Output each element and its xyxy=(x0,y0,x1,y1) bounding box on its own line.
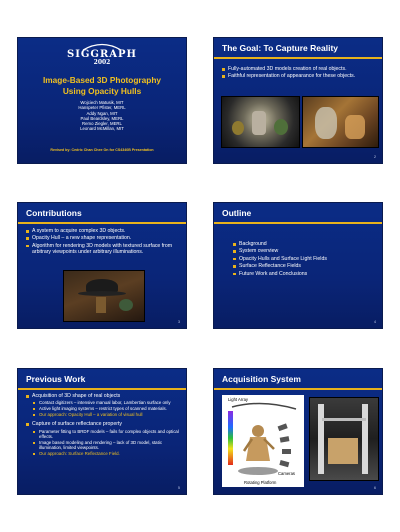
author: Remo Ziegler, MERL xyxy=(82,121,122,127)
revised-by-note: Revised by: Cedric Chan Chee On for CS4340B Presentation xyxy=(50,148,154,152)
bullet-item: Opacity Hulls and Surface Light Fields xyxy=(232,256,376,262)
author: Addy Ngan, MIT xyxy=(86,110,118,116)
figurine-scene-photo xyxy=(302,96,379,148)
slide-acquisition-system xyxy=(213,368,383,495)
rig-photo xyxy=(309,397,379,481)
deck-title-line1: Image-Based 3D Photography xyxy=(42,75,162,85)
hat-and-bird-photo xyxy=(63,270,145,322)
title-underline xyxy=(214,388,382,390)
bullet-item: Faithful representation of appearance for these objects. xyxy=(221,73,376,79)
bullet-list xyxy=(221,66,376,81)
slide-title xyxy=(17,37,187,164)
page-number: 3 xyxy=(178,320,180,324)
title-underline xyxy=(18,388,186,390)
bullet-list xyxy=(25,393,180,457)
cameras-label: Cameras xyxy=(278,471,295,476)
bullet-item: System overview xyxy=(232,248,376,254)
slide-previous-work xyxy=(17,368,187,495)
sub-bullet-item: Our approach: Opacity Hull – a variation of visual hull xyxy=(25,412,180,417)
sub-bullet-item: Image based modeling and rendering – lack of 3D model, static illumination, limited viewpoints. xyxy=(25,440,180,451)
platform-label: Rotating Platform xyxy=(244,480,277,485)
bullet-item: Acquisition of 3D shape of real objects xyxy=(25,393,180,399)
title-underline xyxy=(18,222,186,224)
bullet-item: Algorithm for rendering 3D models with textured surface from arbitrary viewpoints under arbitrary illuminations. xyxy=(25,243,180,256)
page-number: 5 xyxy=(178,486,180,490)
sub-bullet-item: Our approach: Surface Reflectance Field. xyxy=(25,451,180,456)
slide-title-text: Acquisition System xyxy=(222,374,301,384)
author: Hanspeter Pfister, MERL xyxy=(78,105,126,111)
bullet-list xyxy=(232,241,376,278)
siggraph-logo xyxy=(18,42,186,66)
slide-title-text: Contributions xyxy=(26,208,82,218)
slide-goal xyxy=(213,37,383,164)
slide-title-text: The Goal: To Capture Reality xyxy=(222,43,339,53)
author: Paul Beardsley, MERL xyxy=(80,115,124,121)
sub-bullet-item: Contact digitizers – intensive manual labor, Lambertian surface only xyxy=(25,400,180,405)
author-list xyxy=(18,100,186,132)
bullet-item: A system to acquire complex 3D objects. xyxy=(25,228,180,234)
logo-year: 2002 xyxy=(93,59,111,66)
page-number: 4 xyxy=(374,320,376,324)
bullet-item: Opacity Hull – a new shape representation. xyxy=(25,235,180,241)
toy-objects-photo xyxy=(221,96,300,148)
system-diagram xyxy=(222,395,304,487)
page-number: 2 xyxy=(374,155,376,159)
sub-bullet-item: Parameter fitting to BRDF models – fails for complex objects and optical effects. xyxy=(25,429,180,440)
page-number: 6 xyxy=(374,486,376,490)
light-array-label: Light Array xyxy=(228,397,249,402)
title-underline xyxy=(214,222,382,224)
slide-contributions xyxy=(17,202,187,329)
slide-outline xyxy=(213,202,383,329)
slide-title-text: Outline xyxy=(222,208,252,218)
bullet-item: Fully-automated 3D models creation of real objects. xyxy=(221,66,376,72)
bullet-list xyxy=(25,228,180,257)
author: Leonard McMillan, MIT xyxy=(80,126,124,132)
deck-title-line2: Using Opacity Hulls xyxy=(62,86,142,96)
logo-text: SIGGRAPH xyxy=(66,49,138,60)
author: Wojciech Matusik, MIT xyxy=(80,100,124,105)
bullet-item: Background xyxy=(232,241,376,247)
slide-title-text: Previous Work xyxy=(26,374,86,384)
sub-bullet-item: Active light imaging systems – restrict types of scanned materials. xyxy=(25,406,180,411)
bullet-item: Surface Reflectance Fields xyxy=(232,263,376,269)
bullet-item: Capture of surface reflectance property xyxy=(25,421,180,427)
bullet-item: Future Work and Conclusions xyxy=(232,271,376,277)
title-underline xyxy=(214,57,382,59)
